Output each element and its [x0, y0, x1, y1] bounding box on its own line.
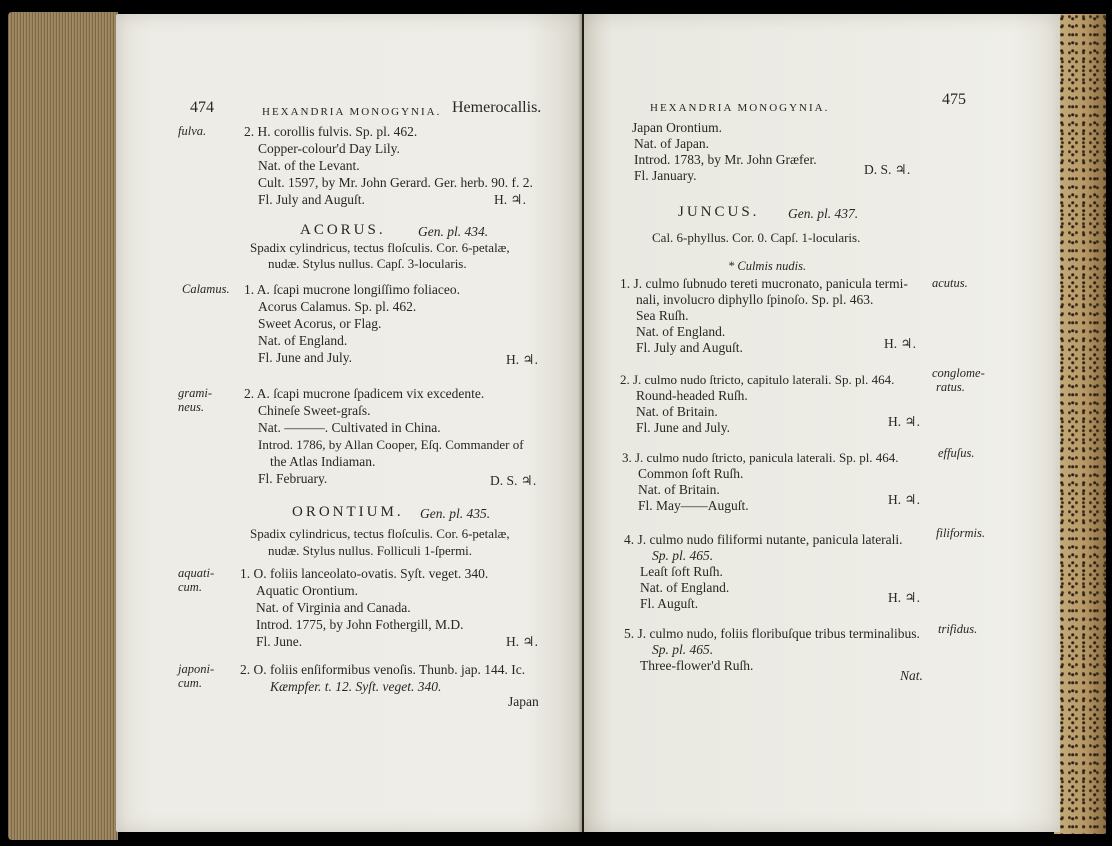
page-number: 475 [942, 91, 966, 108]
margin-species-name: conglome- [932, 366, 985, 380]
entry-line: 2. A. ſcapi mucrone ſpadicem vix excedente. [244, 386, 485, 401]
entry-line: Fl. February. [258, 471, 328, 486]
entry-line: Nat. of Britain. [636, 404, 718, 419]
entry-line: Fl. June and July. [636, 420, 730, 435]
entry-line: the Atlas Indiaman. [270, 454, 376, 469]
left-page [116, 14, 582, 832]
margin-species-name: japoni- [178, 662, 215, 676]
status-mark: H. ♃. [506, 634, 538, 649]
genus-character: Spadix cylindricus, tectus floſculis. Cor. 6-petalæ, [250, 526, 510, 541]
status-mark: H. ♃. [494, 192, 526, 207]
margin-species-name: ratus. [936, 380, 965, 394]
margin-species-name: cum. [178, 580, 202, 594]
entry-line: Nat. of Japan. [634, 136, 709, 151]
margin-species-name: grami- [178, 386, 213, 400]
entry-line: Nat. ———. Cultivated in China. [258, 420, 441, 435]
book-fore-edge-left [8, 12, 118, 840]
entry-line: Sea Ruſh. [636, 308, 689, 323]
status-mark: H. ♃. [888, 590, 920, 605]
entry-line: 1. O. foliis lanceolato-ovatis. Syſt. veget. 340. [240, 566, 489, 581]
margin-species-name: cum. [178, 676, 202, 690]
margin-species-name: filiformis. [936, 526, 985, 540]
genus-header: JUNCUS. [678, 204, 760, 220]
running-head: HEXANDRIA MONOGYNIA. [262, 106, 442, 118]
entry-line: 3. J. culmo nudo ſtricto, panicula laterali. Sp. pl. 464. [622, 450, 899, 465]
entry-line: Nat. of England. [640, 580, 730, 595]
entry-line: Cult. 1597, by Mr. John Gerard. Ger. herb. 90. f. 2. [258, 175, 533, 190]
entry-line: Nat. of the Levant. [258, 158, 360, 173]
entry-line: Japan Orontium. [632, 120, 722, 135]
entry-line: Fl. May——Auguſt. [638, 498, 749, 513]
status-mark: D. S. ♃. [864, 162, 911, 177]
genus-character: Spadix cylindricus, tectus floſculis. Cor. 6-petalæ, [250, 240, 510, 255]
entry-line: Introd. 1786, by Allan Cooper, Eſq. Commander of [258, 437, 524, 452]
entry-line: Copper-colour'd Day Lily. [258, 141, 400, 156]
entry-line: Nat. of England. [636, 324, 726, 339]
genus-character: Cal. 6-phyllus. Cor. 0. Capſ. 1-locularis. [652, 230, 861, 245]
entry-line: Round-headed Ruſh. [636, 388, 748, 403]
margin-species-name: fulva. [178, 124, 207, 138]
entry-line: Three-flower'd Ruſh. [640, 658, 754, 673]
status-mark: H. ♃. [506, 352, 538, 367]
page-number: 474 [190, 99, 214, 116]
entry-line: Nat. of Virginia and Canada. [256, 600, 411, 615]
genus-header: ORONTIUM. [292, 504, 404, 520]
genus-header: ACORUS. [300, 222, 386, 238]
entry-line: 1. J. culmo ſubnudo tereti mucronato, panicula termi- [620, 276, 908, 291]
running-head-genus: Hemerocallis. [452, 99, 542, 116]
entry-line: Fl. June and July. [258, 350, 352, 365]
entry-line: Sp. pl. 465. [652, 548, 714, 563]
entry-line: 1. A. ſcapi mucrone longiſſimo foliaceo. [244, 282, 460, 297]
right-page [584, 14, 1060, 832]
entry-line: Nat. of England. [258, 333, 348, 348]
margin-species-name: aquati- [178, 566, 215, 580]
entry-line: Fl. June. [256, 634, 303, 649]
book-fore-edge-right [1054, 14, 1106, 834]
entry-line: Fl. July and Auguſt. [258, 192, 365, 207]
entry-line: Fl. Auguſt. [640, 596, 699, 611]
entry-line: 2. J. culmo nudo ſtricto, capitulo laterali. Sp. pl. 464. [620, 372, 895, 387]
genus-reference: Gen. pl. 435. [420, 506, 491, 521]
status-mark: H. ♃. [888, 414, 920, 429]
genus-character: nudæ. Stylus nullus. Capſ. 3-locularis. [268, 256, 467, 271]
section-heading: * Culmis nudis. [728, 259, 807, 273]
status-mark: D. S. ♃. [490, 473, 537, 488]
entry-line: Fl. July and Auguſt. [636, 340, 743, 355]
margin-species-name: neus. [178, 400, 205, 414]
margin-species-name: acutus. [932, 276, 968, 290]
status-mark: H. ♃. [888, 492, 920, 507]
entry-line: Sweet Acorus, or Flag. [258, 316, 382, 331]
entry-line: Introd. 1775, by John Fothergill, M.D. [256, 617, 464, 632]
catchword: Japan [508, 694, 539, 709]
entry-line: Aquatic Orontium. [256, 583, 358, 598]
margin-species-name: Calamus. [182, 282, 230, 296]
entry-line: Nat. of Britain. [638, 482, 720, 497]
running-head: HEXANDRIA MONOGYNIA. [650, 102, 830, 114]
catchword: Nat. [900, 668, 923, 683]
entry-line: Common ſoft Ruſh. [638, 466, 744, 481]
entry-line: Chineſe Sweet-graſs. [258, 403, 371, 418]
entry-line: nali, involucro diphyllo ſpinoſo. Sp. pl. 463. [636, 292, 874, 307]
entry-line: 4. J. culmo nudo filiformi nutante, panicula laterali. [624, 532, 903, 547]
entry-line: Acorus Calamus. Sp. pl. 462. [258, 299, 417, 314]
entry-line: 2. H. corollis fulvis. Sp. pl. 462. [244, 124, 418, 139]
entry-line: 2. O. foliis enſiformibus venoſis. Thunb. jap. 144. Ic. [240, 662, 526, 677]
entry-line: Introd. 1783, by Mr. John Græfer. [634, 152, 817, 167]
genus-reference: Gen. pl. 437. [788, 206, 859, 221]
margin-species-name: effuſus. [938, 446, 975, 460]
entry-line: Fl. January. [634, 168, 697, 183]
entry-line: 5. J. culmo nudo, foliis floribuſque tribus terminalibus. [624, 626, 920, 641]
genus-character: nudæ. Stylus nullus. Folliculi 1-ſpermi. [268, 543, 473, 558]
status-mark: H. ♃. [884, 336, 916, 351]
entry-line: Leaſt ſoft Ruſh. [640, 564, 723, 579]
entry-line: Kæmpfer. t. 12. Syſt. veget. 340. [270, 679, 442, 694]
entry-line: Sp. pl. 465. [652, 642, 714, 657]
margin-species-name: trifidus. [938, 622, 978, 636]
genus-reference: Gen. pl. 434. [418, 224, 489, 239]
